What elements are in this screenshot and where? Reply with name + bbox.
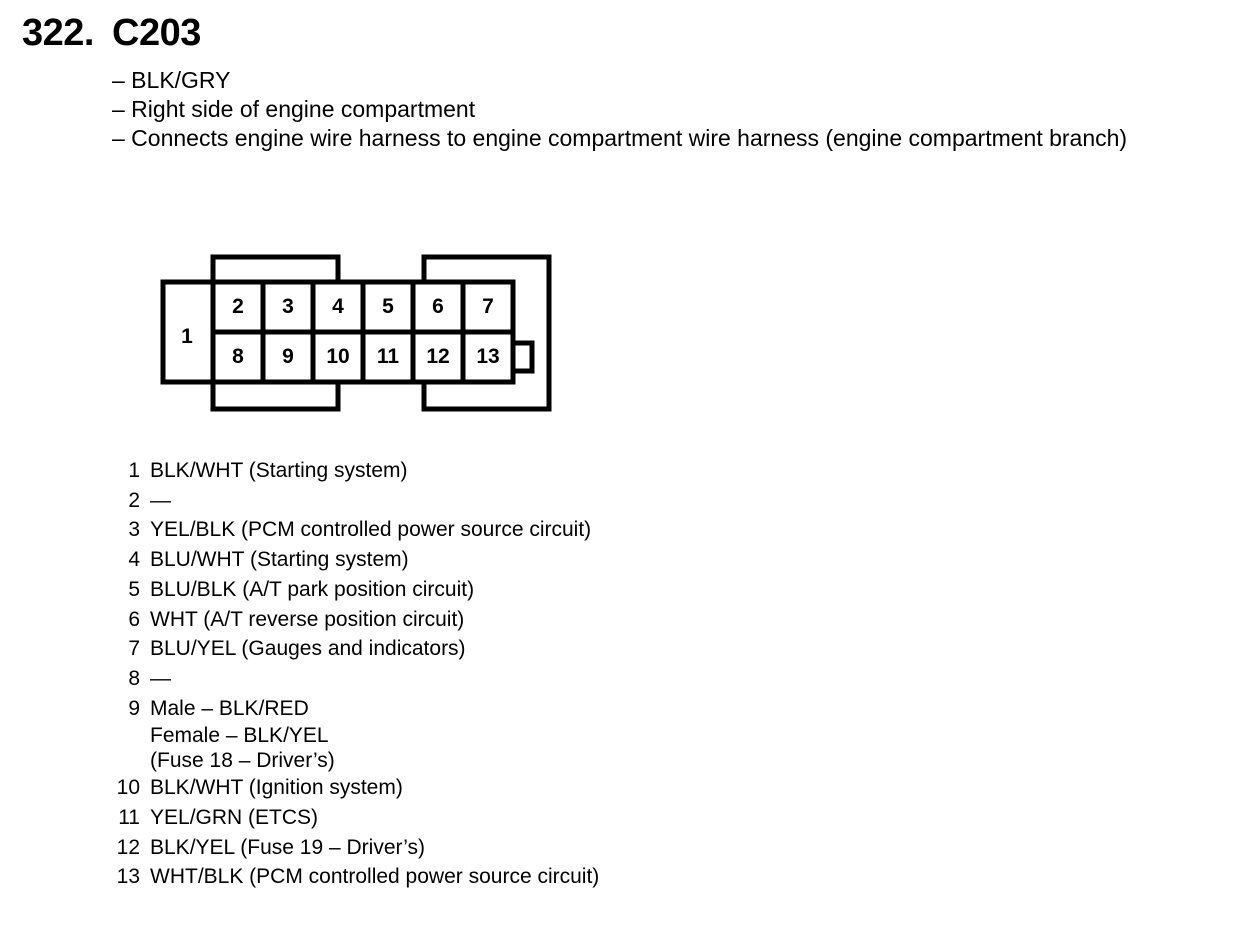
pin-number: 12 [116,835,140,859]
pin-description: Male – BLK/RED [150,696,309,720]
pin-row [110,664,599,694]
pin-description: WHT (A/T reverse position circuit) [150,607,465,631]
pin-row [110,456,599,486]
pin-description: BLK/YEL (Fuse 19 – Driver’s) [150,835,426,859]
pin-number: 7 [128,637,140,661]
pin-description: YEL/GRN (ETCS) [150,806,319,830]
cavity-4: 4 [332,295,344,318]
pin-number: 8 [128,666,140,690]
cavity-2: 2 [232,295,244,318]
connector-number: 322. [22,12,94,54]
pin-description: — [150,666,171,690]
cavity-7: 7 [482,295,494,318]
pin-description: BLU/BLK (A/T park position circuit) [150,577,475,601]
detail-connection: – Connects engine wire harness to engine compartment wire harness (engine compartment branch) [112,125,1128,151]
pin-list [110,456,599,892]
pin-number: 10 [116,776,140,800]
pin-row [110,862,599,892]
pin-description: Female – BLK/YEL [150,724,329,748]
detail-location: – Right side of engine compartment [112,96,476,122]
pin-number: 13 [116,865,140,889]
pin-row [110,634,599,664]
pin-number: 11 [118,806,140,830]
pin-row [110,515,599,545]
detail-color: – BLK/GRY [112,67,231,93]
bottom-left-latch [213,382,338,409]
pin-description: BLU/YEL (Gauges and indicators) [150,637,466,661]
pin-description: BLK/WHT (Starting system) [150,459,408,482]
pin-description: WHT/BLK (PCM controlled power source circuit) [150,865,600,889]
pin-number: 9 [128,696,140,720]
pin-number: 1 [128,459,140,482]
pin-number: 3 [128,518,140,542]
pin-row [110,694,599,774]
key-tab [513,343,532,371]
pin-description: (Fuse 18 – Driver’s) [150,749,335,773]
pin-row [110,486,599,516]
pin-number: 5 [128,577,140,601]
pin-description: BLK/WHT (Ignition system) [150,776,403,800]
pin-description: — [150,488,171,512]
pin-number: 2 [128,488,140,512]
pin-row [110,575,599,605]
pin-row [110,833,599,863]
cavity-13: 13 [476,345,500,368]
cavity-1: 1 [181,325,193,348]
connector-name: C203 [112,12,201,54]
pin-description: BLU/WHT (Starting system) [150,548,409,572]
top-left-latch [213,257,338,282]
bottom-right-latch [424,382,513,409]
cavity-11: 11 [376,345,400,368]
cavity-9: 9 [282,345,294,368]
pin-number: 6 [128,607,140,631]
cavity-8: 8 [232,345,244,368]
cavity-5: 5 [382,295,394,318]
cavity-10: 10 [326,345,350,368]
pin-row [110,773,599,803]
pin-number: 4 [128,548,140,572]
cavity-3: 3 [282,295,294,318]
cavity-12: 12 [426,345,450,368]
pin-row [110,803,599,833]
pin-description: YEL/BLK (PCM controlled power source circuit) [150,518,592,542]
pin-row [110,545,599,575]
cavity-6: 6 [432,295,444,318]
pin-row [110,605,599,635]
